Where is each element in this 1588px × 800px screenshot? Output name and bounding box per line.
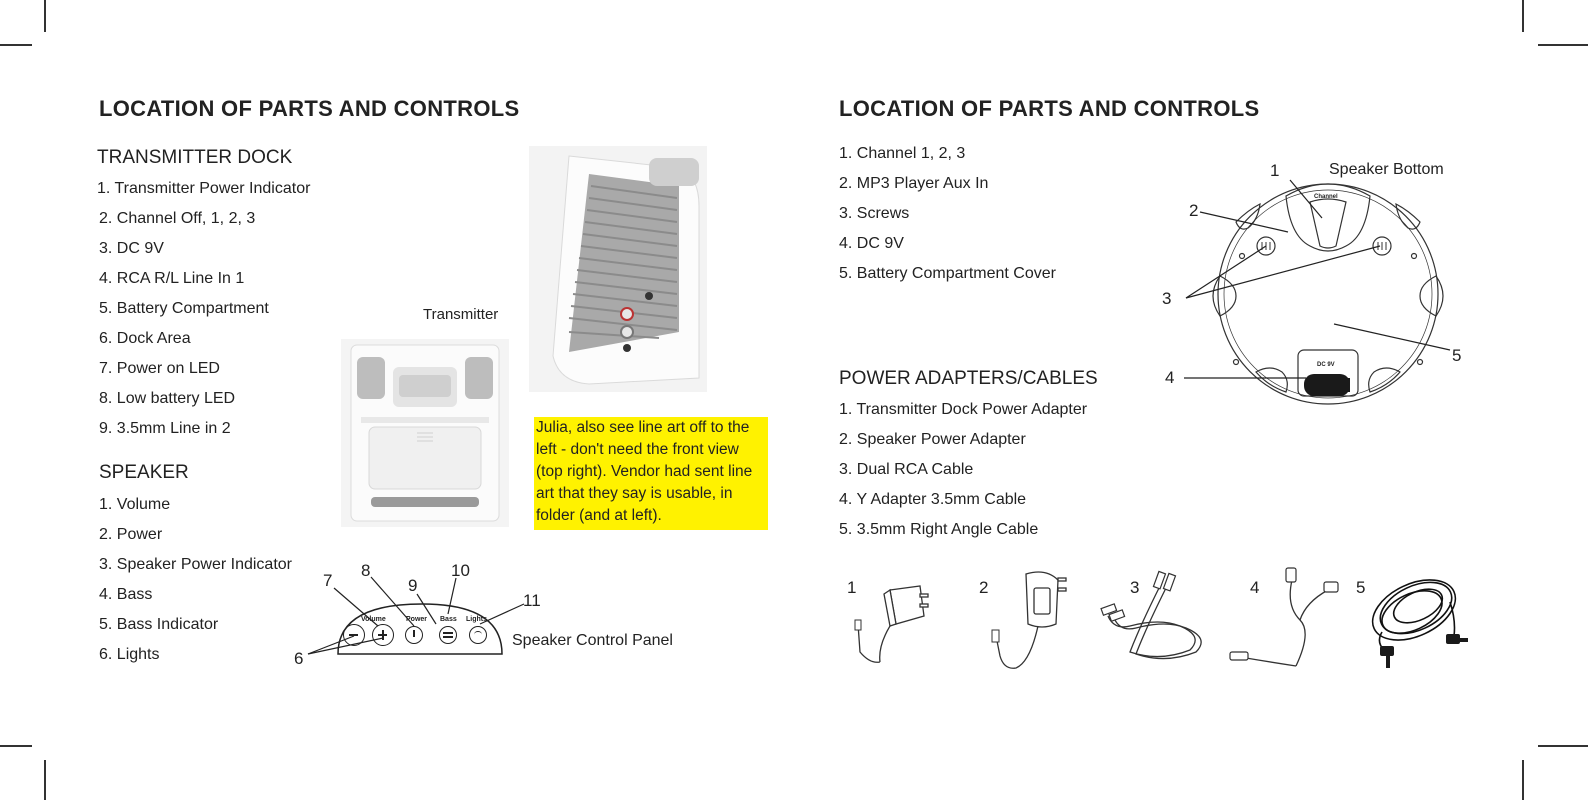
list-item: 1. Transmitter Dock Power Adapter: [839, 401, 1088, 418]
channel-label: Channel: [1314, 194, 1338, 200]
callout-number: 6: [294, 649, 304, 668]
callout-number: 5: [1452, 346, 1462, 365]
list-item: 3. Dual RCA Cable: [839, 461, 974, 478]
list-item: 6. Lights: [99, 646, 160, 663]
callout-number: 7: [323, 571, 333, 590]
power-label: Power: [406, 616, 428, 623]
y-adapter-cable-icon: [1230, 566, 1340, 670]
transmitter-caption: Transmitter: [423, 306, 499, 323]
list-item: 5. Bass Indicator: [99, 616, 219, 633]
speaker-heading: SPEAKER: [99, 462, 189, 483]
list-item: 4. RCA R/L Line In 1: [99, 270, 245, 287]
list-item: 8. Low battery LED: [99, 390, 236, 407]
speaker-adapter-icon: [986, 566, 1082, 672]
list-item: 7. Power on LED: [99, 360, 220, 377]
list-item: 5. Battery Compartment: [99, 300, 269, 317]
list-item: 6. Dock Area: [99, 330, 191, 347]
list-item: 2. Channel Off, 1, 2, 3: [99, 210, 256, 227]
cable-number: 2: [979, 578, 989, 597]
lights-label: Lights: [466, 616, 487, 623]
list-item: 2. Power: [99, 526, 163, 543]
list-item: 4. Bass: [99, 586, 153, 603]
cable-number: 1: [847, 578, 857, 597]
right-page-title: LOCATION OF PARTS AND CONTROLS: [839, 96, 1260, 121]
right-angle-cable-icon: [1362, 562, 1470, 672]
list-item: 5. Battery Compartment Cover: [839, 265, 1056, 282]
list-item: 2. Speaker Power Adapter: [839, 431, 1026, 448]
callout-number: 9: [408, 576, 418, 595]
list-item: 2. MP3 Player Aux In: [839, 175, 989, 192]
highlighted-note: Julia, also see line art off to the left - don't need the front view (top right). Vendor had sent line art that they say is usable, in folder (and at left).: [534, 417, 768, 530]
list-item: 4. DC 9V: [839, 235, 904, 252]
transmitter-dock-heading: TRANSMITTER DOCK: [97, 147, 293, 168]
callout-number: 8: [361, 561, 371, 580]
callout-number: 11: [523, 591, 541, 610]
dc-label: DC 9V: [1317, 362, 1335, 368]
dual-rca-cable-icon: [1100, 566, 1210, 662]
cable-number: 4: [1250, 578, 1260, 597]
list-item: 3. DC 9V: [99, 240, 164, 257]
speaker-bottom-caption: Speaker Bottom: [1329, 161, 1444, 178]
bass-label: Bass: [440, 616, 457, 623]
list-item: 1. Channel 1, 2, 3: [839, 145, 966, 162]
cable-number: 3: [1130, 578, 1140, 597]
list-item: 1. Volume: [99, 496, 171, 513]
list-item: 9. 3.5mm Line in 2: [99, 420, 231, 437]
list-item: 3. Screws: [839, 205, 910, 222]
speaker-control-panel-caption: Speaker Control Panel: [512, 632, 673, 649]
transmitter-adapter-icon: [850, 576, 934, 668]
list-item: 5. 3.5mm Right Angle Cable: [839, 521, 1039, 538]
list-item: 3. Speaker Power Indicator: [99, 556, 292, 573]
callout-number: 3: [1162, 289, 1172, 308]
left-page-title: LOCATION OF PARTS AND CONTROLS: [99, 96, 520, 121]
volume-label: Volume: [361, 616, 386, 623]
callout-number: 2: [1189, 201, 1199, 220]
list-item: 4. Y Adapter 3.5mm Cable: [839, 491, 1027, 508]
cable-number: 5: [1356, 578, 1366, 597]
callout-number: 10: [451, 561, 470, 580]
callout-number: 4: [1165, 368, 1175, 387]
list-item: 1. Transmitter Power Indicator: [97, 180, 311, 197]
callout-number: 1: [1270, 161, 1280, 180]
power-adapters-heading: POWER ADAPTERS/CABLES: [839, 368, 1098, 389]
